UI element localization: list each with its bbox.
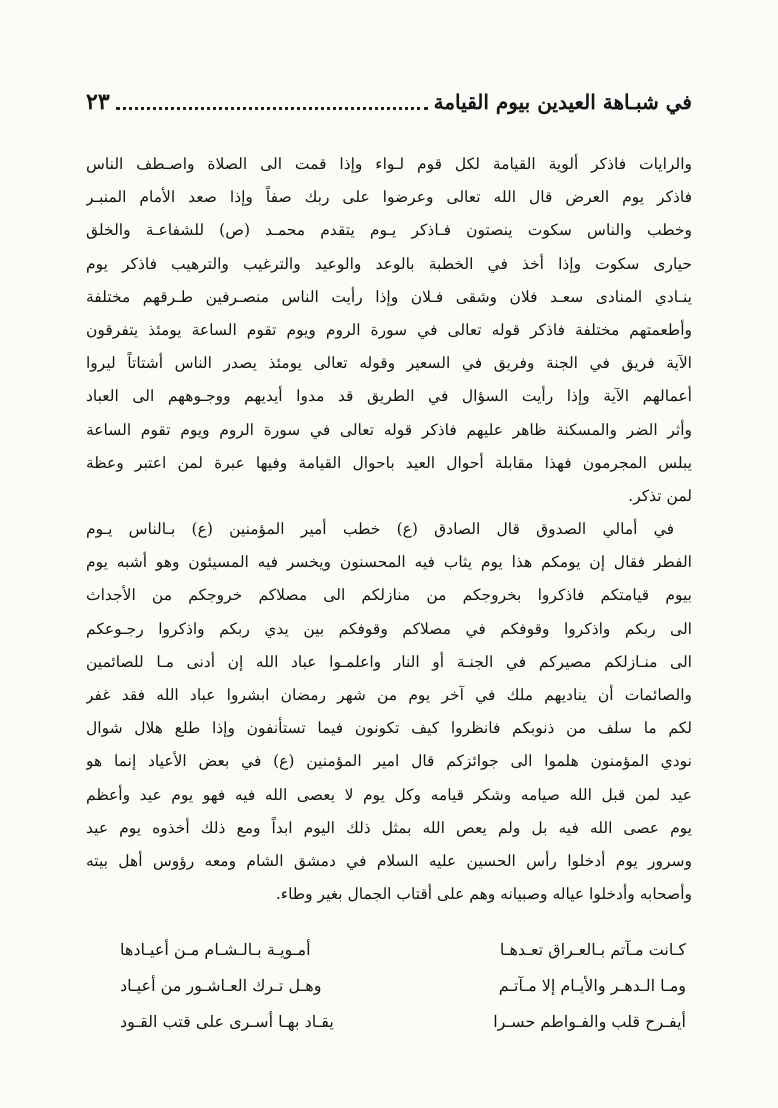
text-line: الآية فريق في الجنة وفريق في السعير وقوله تعالى يومئذ يصدر الناس أشتاتاً ليروا — [86, 354, 692, 373]
paragraph-1 — [86, 148, 692, 513]
text-line: لكم ما سلف من ذنوبكم فانظروا كيف تكونون فيما تستأنفون وإذا طلع هلال شوال — [86, 719, 692, 738]
text-line: الى ربكم واذكروا وقوفكم في مصلاكم وقوفكم بين يدي ربكم واذكروا رجـوعكم — [86, 619, 692, 638]
text-line: يوم عصى الله فيه بل ولم يعص الله بمثل ذلك اليوم ابداً ومع ذلك أخذوه يوم عيد — [86, 818, 692, 837]
text-line: الفطر فقال إن يومكم هذا يوم يثاب فيه المحسنون ويخسر فيه المسيئون وهو أشبه يوم — [86, 553, 692, 572]
verse-first-hemistich: كـانت مـآتم بـالعـراق تعـدهـا — [499, 940, 686, 959]
text-line: بيوم قيامتكم فاذكروا بخروجكم من منازلكم الى مصلاكم خروجكم من الأجداث — [86, 586, 692, 605]
text-line: حيارى سكوت وإذا أخذ في الخطبة بالوعد والوعيد والترغيب والترهيب فاذكر يوم — [86, 254, 692, 273]
text-line: عيد لمن قبل الله صيامه وشكر قيامه وكل يوم لا يعصى الله فيه فهو يوم عيد وأعظم — [86, 785, 692, 804]
verse-second-hemistich: أمـويـة بـالـشـام مـن أعيـادها — [120, 940, 311, 959]
text-line: وأثر الضر والمسكنة ظاهر عليهم فاذكر قوله تعالى في سورة الروم ويوم تقوم الساعة — [86, 420, 692, 439]
text-line: أعمالهم الآية وإذا رأيت السؤال في الطريق قد مدوا أيديهم ووجـوههم الى العباد — [86, 387, 692, 406]
verse-first-hemistich: ومـا الـدهـر والأيـام إلا مـآتـم — [498, 976, 686, 995]
text-line: وسرور يوم أدخلوا رأس الحسين عليه السلام في دمشق الشام ومعه رؤوس أهل بيته — [86, 852, 692, 871]
poem-verse — [120, 1004, 686, 1040]
text-line: الى منـازلكم مصيركم في الجنـة أو النار واعلمـوا عباد الله إن أدنى مـا للصائمين — [86, 652, 692, 671]
running-title: في شبـاهة العيدين بيوم القيامة — [433, 90, 692, 114]
verse-first-hemistich: أيفـرح قلب والفـواطم حسـرا — [493, 1012, 686, 1031]
poem — [120, 932, 686, 1040]
text-line: وخطب والناس سكوت ينصتون فـاذكر يـوم يتقدم محمـد (ص) للشفاعـة والخلق — [86, 221, 692, 240]
verse-second-hemistich: يقـاد بهـا أسـرى على قتب القـود — [120, 1012, 334, 1031]
text-line: لمن تذكر. — [628, 487, 692, 506]
text-line: نودي المؤمنون هلموا الى جوائزكم قال امير المؤمنين (ع) في بعض الأعياد إنما هو — [86, 752, 692, 771]
poem-verse — [120, 968, 686, 1004]
text-line: فاذكر يوم العرض قال الله تعالى وعرضوا على ربك صفاً وإذا صعد الأمام المنبـر — [86, 188, 692, 207]
page-header — [86, 84, 692, 120]
text-line: وأصحابه وأدخلوا عياله وصبيانه وهم على أقتاب الجمال بغير وطاء. — [275, 885, 692, 904]
paragraph-2 — [86, 513, 692, 911]
text-line: والصائمات أن يناديهم ملك في آخر يوم من شهر رمضان ابشروا عباد الله فقد غفر — [86, 686, 692, 705]
poem-verse — [120, 932, 686, 968]
text-line: وأطعمتهم مختلفة فاذكر قوله تعالى في سورة الروم ويوم تقوم الساعة يومئذ يتفرقون — [86, 321, 692, 340]
page-number: ٢٣ — [86, 89, 110, 115]
text-line: والرايات فاذكر ألوية القيامة لكل قوم لـواء وإذا قمت الى الصلاة واصـطف الناس — [86, 155, 692, 173]
text-line: ينـادي المنادى سعـد فلان وشقى فـلان وإذا رأيت الناس منصـرفين طـرقهم مختلفة — [86, 287, 692, 306]
dot-leader — [116, 107, 428, 110]
text-line: يبلس المجرمون فهذا مقابلة أحوال العيد باحوال القيامة وفيها عبرة لمن اعتبر وعظة — [86, 453, 692, 472]
verse-second-hemistich: وهـل تـرك العـاشـور من أعيـاد — [120, 976, 322, 995]
text-line: في أمالي الصدوق قال الصادق (ع) خطب أمير المؤمنين (ع) بـالناس يـوم — [86, 520, 674, 538]
